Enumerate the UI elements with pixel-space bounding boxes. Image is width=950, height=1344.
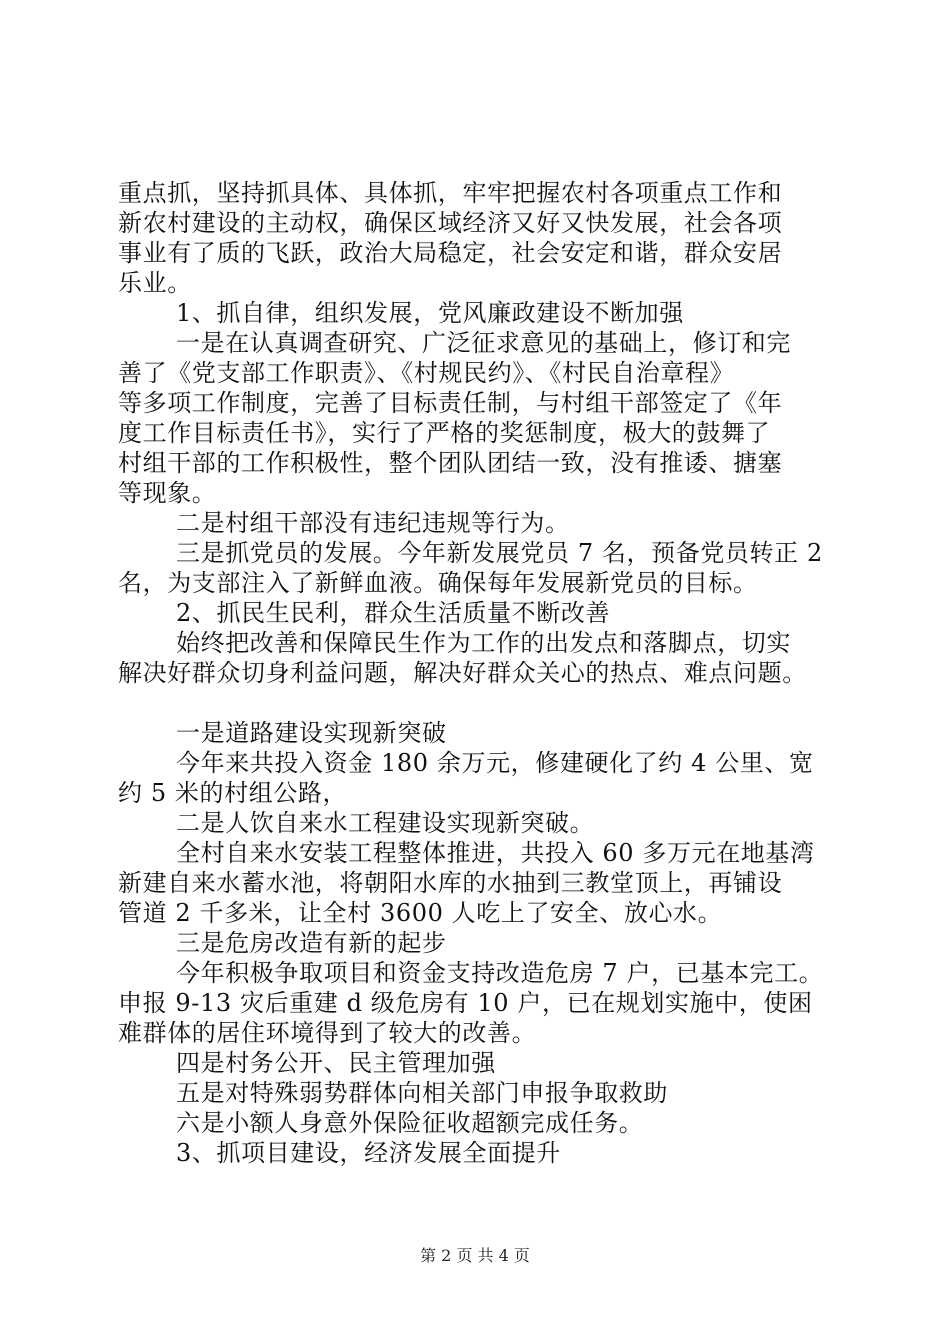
subsection-heading: 二是人饮自来水工程建设实现新突破。 [176,809,595,837]
body-line: 难群体的居住环境得到了较大的改善。 [118,1019,537,1047]
body-line: 始终把改善和保障民生作为工作的出发点和落脚点，切实 [176,629,791,657]
body-line: 全村自来水安装工程整体推进，共投入 60 多万元在地基湾 [176,839,815,867]
body-line: 重点抓，坚持抓具体、具体抓，牢牢把握农村各项重点工作和 [118,179,783,207]
body-line: 今年积极争取项目和资金支持改造危房 7 户，已基本完工。 [176,959,824,987]
body-line: 二是村组干部没有违纪违规等行为。 [176,509,570,537]
body-line: 解决好群众切身利益问题，解决好群众关心的热点、难点问题。 [118,659,807,687]
subsection-heading: 四是村务公开、民主管理加强 [176,1049,496,1077]
subsection-heading: 一是道路建设实现新突破 [176,719,447,747]
body-line: 三是抓党员的发展。今年新发展党员 7 名，预备党员转正 2 [176,539,823,567]
page-number: 第 2 页 共 4 页 [420,1246,530,1265]
body-line: 新建自来水蓄水池，将朝阳水库的水抽到三教堂顶上，再铺设 [118,869,783,897]
body-line: 约 5 米的村组公路， [118,779,348,807]
body-line: 申报 9-13 灾后重建 d 级危房有 10 户，已在规划实施中，使困 [118,989,813,1017]
subsection-heading: 六是小额人身意外保险征收超额完成任务。 [176,1109,644,1137]
body-line: 度工作目标责任书》，实行了严格的奖惩制度，极大的鼓舞了 [118,419,771,447]
section-heading: 2、抓民生民利，群众生活质量不断改善 [176,599,611,627]
subsection-heading: 五是对特殊弱势群体向相关部门申报争取救助 [176,1079,668,1107]
section-heading: 1、抓自律，组织发展，党风廉政建设不断加强 [176,299,684,327]
body-line: 一是在认真调查研究、广泛征求意见的基础上，修订和完 [176,329,791,357]
body-line: 管道 2 千多米，让全村 3600 人吃上了安全、放心水。 [118,899,723,927]
body-line: 新农村建设的主动权，确保区域经济又好又快发展，社会各项 [118,209,783,237]
body-line: 等现象。 [118,479,217,507]
body-line: 等多项工作制度，完善了目标责任制，与村组干部签定了《年 [118,389,783,417]
body-line: 村组干部的工作积极性，整个团队团结一致，没有推诿、搪塞 [118,449,783,477]
subsection-heading: 三是危房改造有新的起步 [176,929,447,957]
body-line: 善了《党支部工作职责》、《村规民约》、《村民自治章程》 [118,359,735,387]
section-heading: 3、抓项目建设，经济发展全面提升 [176,1139,561,1167]
body-line: 今年来共投入资金 180 余万元，修建硬化了约 4 公里、宽 [176,749,814,777]
body-line: 名，为支部注入了新鲜血液。确保每年发展新党员的目标。 [118,569,758,597]
body-line: 事业有了质的飞跃，政治大局稳定，社会安定和谐，群众安居 [118,239,783,267]
body-line: 乐业。 [118,269,192,297]
